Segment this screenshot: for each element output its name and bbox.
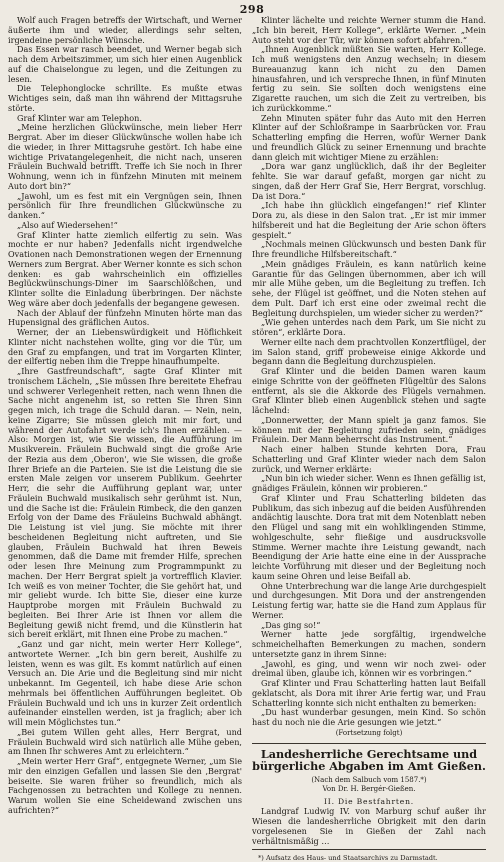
- paragraph: Klinter lächelte und reichte Werner stumm die Hand. „Ich bin bereit, Herr Kollege“, erklärte Werner. „Mein Auto steht vor der Tür, wir können sofort abfahren.“: [252, 16, 486, 45]
- paragraph: Graf Klinter und die beiden Damen waren kaum einige Schritte von der geöffneten Flügeltür des Salons entfernt, als sie die Akkorde des Flügels vernahmen. Graf Klinter blieb einen Augenblick stehen und sagte lächelnd:: [252, 366, 486, 415]
- paragraph: Graf Klinter und Frau Schatterling bildeten das Publikum, das sich inbezug auf die beiden Ausführenden andächtig lauschte. Dora trat mit dem Notenblatt neben den Flügel und sang mit ein wohlklingenden Stimme, wohlgeschulte, sehr fließige und ausdrucksvolle Stimme. Werner machte ihre Leistung gewandt, nach Beendigung der Arie hatte eine eine in der Aussprache leichte Vorführung mit dieser und der Begleitung noch kaum seine Ohren und leise Beifall ab.: [252, 492, 486, 581]
- paragraph: „Bei gutem Willen geht alles, Herr Bergrat, und Fräulein Buchwald wird sich natürlich alle Mühe geben, am Ihnen Ihr schweres Amt zu erleichtern.“: [8, 726, 242, 757]
- story-paragraphs: [252, 16, 486, 728]
- paragraph: „Also auf Wiedersehen!“: [17, 219, 118, 230]
- paragraph: „Ihre Gastfreundschaft“, sagte Graf Klinter mit tronischem Lächeln, „Sie müssen Ihre bereitete Ehefrau und schwerer Verlegenheit retten, nach wenn Ihnen die Sache nicht angenehm ist, so retten Sie Ihren Sinn gegen mich, ich trage die Schuld daran. — Nein, nein, keine Zigarre; Sie müssen gleich mit mir fort, und während der Autofahrt werde ich's Ihnen erzählen. — Also: Morgen ist, wie Sie wissen, die Aufführung im Musikverein. Fräulein Buchwald singt die große Arie der Rezia aus dem ,Oberon', wie Sie wissen, die große Ihrer Briefe an die Parteien. Sie ist die Leistung die sie ersten Male zeigen vor unserem Publikum. Geehrter Herr, die sehr die Aufführung geplant war, unter Fräulein Buchwald musikalisch sehr gerühmt ist. Nun, und die Sache ist die: Fräulein Rimbeck, die den ganzen Erfolg von der Dame des Fräuleins Buchwald abhängt. Die Leistung ist viel jung. Sie möchte mit ihrer bescheidenen Begleitung nicht auftreten, und Sie glauben, Fräulein Buchwald hat ihren Beweis genommen, daß die Dame mit fremder Hilfe, sprechen oder lesen Ihre Meinung zum Programmpunkt zu machen. Der Herr Bergrat spielt ja vortrefflich Klavier. Ich weiß es von meiner Tochter, die Sie gehört hat, und mir geliebt wurde. Ich bitte Sie, dieser eine kurze Hauptprobe morgen mit Fräulein Buchwald zu begleiten. Bei Ihrer Arie ist Ihnen vor allem die Begleitung gewiß nicht fremd, und die Künstlerin hat sich bereit erklärt, mit Ihnen eine Probe zu machen.“: [8, 366, 242, 640]
- paragraph: „Jawohl, um es fest mit ein Vergnügen sein, Ihnen persönlich für Ihre freundlichen Glückwünsche zu danken.“: [8, 190, 242, 220]
- paragraph: „Nochmals meinen Glückwunsch und besten Dank für Ihre freundliche Hilfsbereitschaft.“: [252, 239, 486, 259]
- paragraph: „Das ging so!“: [261, 619, 321, 630]
- paragraph: Werner, der an Liebenswürdigkeit und Höflichkeit Klinter nicht nachstehen wollte, ging vor die Tür, um den Graf zu empfangen, und trat im Vorgarten Klinter, der eilfertig neben ihm die Treppe hinaufhumpelte.: [8, 327, 242, 367]
- paragraph: Nach einer halben Stunde kehrten Dora, Frau Schatterling und Graf Klinter wieder nach dem Salon zurück, und Werner erklärte:: [252, 444, 486, 474]
- paragraph: Graf Klinter hatte ziemlich eilfertig zu sein. Was mochte er nur haben? Jedenfalls nicht irgendwelche Ovationen nach Demonstrationen wegen der Ernennung Werners zum Bergrat. Aber Werner konnte es sich schon denken: es gab wahrscheinlich ein offizielles Beglückwünschungs-Diner im Saarschlößchen, und Klinter sollte die Einladung überbringen. Der nächste Weg wäre aber doch jedenfalls der begangene gewesen.: [8, 229, 242, 308]
- paragraph: „Donnerwetter, der Mann spielt ja ganz famos. Sie können mit der Begleitung zufrieden sein, gnädiges Fräulein. Der Mann beherrscht das Instrument.“: [252, 414, 486, 445]
- paragraph: „Ich habe ihn glücklich eingefangen!“ rief Klinter Dora zu, als diese in den Salon trat. „Er ist mir immer hilfsbereit und hat die Begleitung der Arie schon öfters gespielt.“: [252, 200, 486, 240]
- page-number: 298: [239, 3, 265, 16]
- article-paragraph: Landgraf Ludwig IV. von Marburg schuf außer ihr Wiesen die landesherrliche Obrigkeit mit den darin vorgelesenen Sie in Gießen der Zahl nach verhältnismäßig …: [252, 806, 486, 846]
- right-column: [252, 16, 486, 862]
- paragraph: Graf Klinter war am Telephon.: [17, 112, 142, 123]
- paragraph: Werner hatte jede sorgfältig, irgendwelche schmeichelhaften Bemerkungen zu machen, sondern untersetzte ganz in ihrem Sinne:: [252, 629, 486, 659]
- paragraph: „Du hast wunderbar gesungen, mein Kind. So schön hast du noch nie die Arie gesungen wie jetzt.“: [252, 707, 486, 727]
- article-author: Von Dr. H. Bergér-Gießen.: [322, 784, 416, 793]
- paragraph: Graf Klinter und Frau Schatterling hatten laut Beifall geklatscht, als Dora mit ihrer Arie fertig war, und Frau Schatterling konnte sich nicht enthalten zu bemerken:: [252, 678, 486, 708]
- article-paragraphs: [252, 807, 486, 846]
- paragraph: Wolf auch Fragen betreffs der Wirtschaft, und Werner äußerte ihm und wieder, allerdings sehr selten, irgendeine persönliche Wünsche.: [8, 16, 242, 45]
- section-divider: [252, 743, 486, 744]
- paragraph: Zehn Minuten später fuhr das Auto mit den Herren Klinter auf der Schloßrampe in Saarbrücken vor. Frau Schatterling empfing die Herren, wofür Werner Dank und freundlich Glück zu seiner Ernennung und brachte dann gleich mit wichtiger Miene zu erzählen:: [252, 112, 486, 162]
- paragraph: Ohne Unterbrechung war die lange Arie durchgespielt und durchgesungen. Mit Dora und der anstrengenden Leistung fertig war, hatte sie die Hand zum Applaus für Werner.: [252, 580, 486, 620]
- article-title: Landesherrliche Gerechtsame und bürgerliche Abgaben im Amt Gießen.: [252, 746, 486, 773]
- continuation-note: (Fortsetzung folgt): [335, 728, 403, 737]
- paragraph: Werner eilte nach dem prachtvollen Konzertflügel, der im Salon stand, griff probeweise einige Akkorde und begann dann die Begleitung durchzuspielen.: [252, 336, 486, 367]
- paragraph: „Ihnen Augenblick müßten Sie warten, Herr Kollege. Ich muß wenigstens den Anzug wechseln; in diesem Bureauanzug kann ich nicht zu den Damen hinausfahren, und ich verspreche Ihnen, in fünf Minuten fertig zu sein. Sie sollten doch wenigstens eine Zigarette rauchen, um sich die Zeit zu vertreiben, bis ich zurückkomme.“: [252, 44, 486, 113]
- paragraph: „Mein werter Herr Graf“, entgegnete Werner, „um Sie mir den einzigen Gefallen und lassen Sie den ,Bergrat' beiseite. Sie waren früher so freundlich, mich als Fachgenossen zu betrachten und Kollege zu nennen. Warum wollen Sie eine Scheidewand zwischen uns aufrichten?“: [8, 756, 242, 815]
- paragraph: „Mein gnädiges Fräulein, es kann natürlich keine Garantie für das Gelingen übernommen, aber ich will mir alle Mühe geben, um die Begleitung zu treffen. Ich sehe, der Flügel ist geöffnet, und die Noten stehen auf dem Pult. Darf ich erst eine oder zweimal recht die Begleitung durchspielen, um wieder sicher zu werden?“: [252, 258, 486, 318]
- article-subhead: II. Die Bestfahrten.: [324, 796, 414, 806]
- paragraph: „Jawohl, es ging, und wenn wir noch zwei- oder dreimal üben, glaube ich, können wir es vorbringen.“: [252, 658, 486, 679]
- paragraph: „Dora war ganz unglücklich, daß ihr der Begleiter fehlte. Sie war darauf gefaßt, morgen gar nicht zu singen, daß der Herr Graf Sie, Herr Bergrat, vorschlug. Da ist Dora.“: [252, 161, 486, 201]
- paragraph: Die Telephonglocke schrillte. Es mußte etwas Wichtiges sein, daß man ihn während der Mittagsruhe störte.: [8, 83, 242, 113]
- paragraph: „Nun bin ich wieder sicher. Wenn es Ihnen gefällig ist, gnädiges Fräulein, können wir probieren.“: [252, 473, 486, 493]
- text-columns: [8, 16, 486, 862]
- left-column: [8, 16, 242, 862]
- footnote-divider: [252, 849, 486, 850]
- article-footnote: *) Aufsatz des Haus- und Staatsarchivs zu Darmstadt.: [258, 854, 438, 862]
- paragraph: „Meine herzlichen Glückwünsche, mein lieber Herr Bergrat. Aber im dieser Glückwünsche wollen habe ich die wieder, in Ihrer Mittagsruhe gestört. Ich habe eine wichtige Privatangelegenheit, die nicht nach, unseren Fräulein Buchwald betrifft. Treffe ich Sie noch in Ihrer Wohnung, wenn ich in fünfzehn Minuten mit meinem Auto dort bin?“: [8, 122, 242, 191]
- article-subtitle: (Nach dem Salbuch vom 1587.*): [311, 775, 427, 784]
- paragraph: Nach der Ablauf der fünfzehn Minuten hörte man das Hupensignal des gräflichen Autos.: [8, 307, 242, 328]
- paragraph: Das Essen war rasch beendet, und Werner begab sich nach dem Arbeitszimmer, um sich hier einen Augenblick auf die Chaiselongue zu legen, und die Zeitungen zu lesen.: [8, 44, 242, 84]
- paragraph: „Wie gehen unterdes nach dem Park, um Sie nicht zu stören“, erklärte Dora.: [252, 317, 486, 337]
- paragraph: „Ganz und gar nicht, mein werter Herr Kollege“, antwortete Werner. „Ich bin gern bereit, Aushilfe zu leisten, wenn es was gilt. Es kommt natürlich auf einen Versuch an. Die Arie und die Begleitung sind mir nicht unbekannt. Im Gegenteil, ich habe diese Arie schon mehrmals bei öffentlichen Aufführungen begleitet. Ob Fräulein Buchwald und ich uns in kurzer Zeit ordentlich aufeinander einstellen werden, ist ja fraglich; aber ich will mein Möglichstes tun.“: [8, 639, 242, 727]
